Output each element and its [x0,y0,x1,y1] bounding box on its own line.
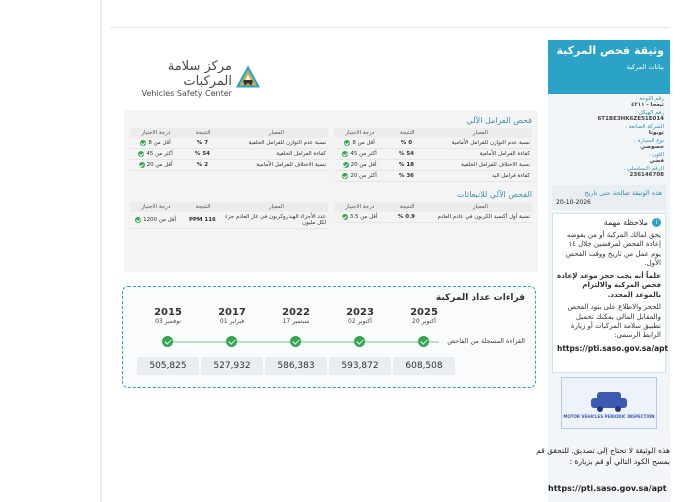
row-result: 0.9 % [397,214,416,220]
pass-check-icon [135,217,141,223]
emissions-section-title: الفحص الآلي للانبعاثات [457,190,532,199]
field-label: رقم اللوحة : [635,96,664,102]
field-serial [554,166,664,178]
row-standard: نسبة عدم التوازن للفرامل الأمامية [451,140,530,146]
table-header [334,128,532,138]
row-result: 0 % [400,140,413,146]
row-grade [130,162,181,168]
field-label: الرقم التسلسلي : [623,166,664,172]
header-grade: درجة الاجتياز [141,130,171,136]
check-icon [290,336,301,347]
validity-box [552,185,666,210]
odometer-entry [389,307,459,325]
grade-text: أقل من 8 [352,140,375,146]
row-grade [130,140,181,146]
pass-check-icon [344,140,350,146]
odometer-value: 505,825 [137,357,199,375]
row-standard: نسبة الاختلاف للفرامل الأمامية [256,162,326,168]
header-result: النتيجة [195,130,211,136]
verification-note: هذه الوثيقة لا تحتاج إلى تصديق. للتحقق قم بمسح الكود التالي أو قم بزيارة : [536,446,670,466]
table-row [334,160,532,171]
brake-table-primary [334,128,532,182]
grade-text: أقل من 8 [148,140,171,146]
row-result: 54 % [398,151,414,157]
row-standard: كفاءة فرامل اليد [491,173,530,179]
field-label: رقم الهيكل : [635,110,664,116]
odometer-title: قراءات عداد المركبة [435,293,525,303]
important-note [552,213,669,373]
row-grade [334,151,385,157]
grade-text: أقل من 1200 [143,217,177,223]
grade-text: أقل من 20 [350,162,377,168]
row-standard: كفاءة الفرامل الخلفية [276,151,326,157]
pass-check-icon [138,151,144,157]
header-standard: المعيار [268,130,284,136]
header-standard: المعيار [472,204,488,210]
emissions-table-secondary [130,202,328,229]
logo-english: Vehicles Safety Center [141,88,232,98]
row-standard: نسبة الاختلاف للفرامل الخلفية [461,162,530,168]
check-icon [226,336,237,347]
table-row [334,171,532,182]
field-type [554,138,664,150]
timeline-line [173,341,439,343]
field-value: فضي [649,158,664,164]
odometer-timeline [133,307,525,379]
table-header [130,128,328,138]
entry-year: 2022 [282,307,310,318]
field-vin [554,110,664,122]
brake-section-title: فحص الفرامل الآلي [466,116,532,125]
odometer-entry [197,307,267,325]
entry-year: 2015 [154,307,182,318]
vsc-logo [124,60,260,96]
row-grade [130,151,181,157]
logo-text [124,59,232,98]
entry-year: 2023 [346,307,374,318]
entry-date: 02 أكتوبر [348,318,372,325]
field-color [554,152,664,164]
field-label: الشركة الصانعة : [625,124,664,130]
note-paragraph: يحق لمالك المركبة أو من يفوضه إعادة الفحص لمرفضين خلال ١٤ يوم عمل من تاريخ ووقت الفحص الأول. [565,231,661,268]
table-row [334,138,532,149]
odometer-section [122,286,536,388]
row-standard: نسبة عدم التوازن للفرامل الخلفية [248,140,326,146]
header-result: النتيجة [399,130,415,136]
row-result: 18 % [398,162,414,168]
row-standard: نسبة أول أكسيد الكربون في عادم العادم [437,214,530,220]
table-row [130,160,328,171]
pass-check-icon [342,173,348,179]
header-grade: درجة الاجتياز [345,130,375,136]
emissions-tables [130,202,532,229]
page-edge [100,0,102,502]
check-icon [418,336,429,347]
entry-date: 17 سبتمبر [282,318,310,325]
validity-date: 20-10-2026 [556,199,591,206]
table-row [334,212,532,223]
pass-check-icon [343,162,349,168]
grade-text: أكثر من 45 [350,151,377,157]
header-standard: المعيار [268,204,284,210]
note-title [557,218,661,227]
odometer-entry [133,307,203,325]
row-standard: كفاءة الفرامل الأمامية [479,151,530,157]
table-row [334,149,532,160]
table-row [130,149,328,160]
sidebar-header [548,40,670,94]
field-value: 236146708 [629,172,664,178]
validity-text: هذه الوثيقة صالحة حتى تاريخ [584,189,662,197]
entry-date: 03 نوفمبر [155,318,181,325]
row-grade [334,140,385,146]
grade-text: أكثر من 20 [350,173,377,179]
row-result: 54 % [194,151,210,157]
top-strip [110,0,670,28]
field-value: 6T1BE3HK6ZE51E014 [597,116,664,122]
field-label: اللون : [648,152,664,158]
pass-check-icon [140,140,146,146]
row-result: 7 % [196,140,209,146]
note-paragraph: علماً أنه يجب حجز موعد لإعادة فحص المركبة والالتزام بالموعد المحدد. [557,271,661,299]
info-icon: i [652,218,661,227]
field-plate [554,96,664,108]
odometer-value: 593,872 [329,357,391,375]
field-label: نوع السيارة : [634,138,664,144]
logo-emblem-icon [236,65,260,91]
check-icon [354,336,365,347]
document-title: وثيقة فحص المركبة [556,44,664,57]
field-manufacturer [554,124,664,136]
note-paragraph: للحجز والاطلاع على بنود الفحص والمقابل المالي يمكنك تحميل تطبيق سلامة المركبات أو زيارة الرابط الرسمي: [567,303,661,340]
field-value: خصوصي [640,144,664,150]
pass-check-icon [342,214,348,220]
brake-table-secondary [130,128,328,182]
emissions-table-primary [334,202,532,229]
row-grade [130,217,181,223]
booking-link[interactable]: https://pti.saso.gov.sa/apt [557,343,669,353]
odometer-value: 586,383 [265,357,327,375]
table-header [130,202,328,212]
entry-date: 01 فبراير [219,318,245,325]
stamp-text: MOTOR VEHICLES PERIODIC INSPECTION [563,413,655,419]
logo-arabic: مركز سلامة المركبات [167,58,232,89]
odometer-value: 608,508 [393,357,455,375]
header-standard: المعيار [472,130,488,136]
brake-test-section [124,110,538,272]
entry-date: 20 أكتوبر [412,318,436,325]
table-row [130,212,328,229]
grade-text: أقل من 3.5 [349,214,378,220]
field-value: تويوتا [648,130,664,136]
header-result: النتيجة [195,204,211,210]
brake-tables [130,128,532,182]
field-value: تبعحا - ٤٢١١ [631,102,664,108]
grade-text: أقل من 20 [146,162,173,168]
table-row [130,138,328,149]
odometer-value: 527,932 [201,357,263,375]
table-header [334,202,532,212]
row-result: 2 % [196,162,209,168]
reading-label: القراءة المسجلة من الفاحص [447,337,525,345]
row-standard: عدد الأجزاء الهيدروكربون في غاز العادم جزء لكل مليون [225,214,326,226]
check-icon [162,336,173,347]
header-grade: درجة الاجتياز [345,204,375,210]
vehicle-data-heading: بيانات المركبة [626,63,664,71]
pass-check-icon [139,162,145,168]
row-result: 36 % [398,173,414,179]
grade-text: أكثر من 45 [146,151,173,157]
row-grade [334,173,385,179]
vehicle-sidebar [548,40,670,502]
header-result: النتيجة [399,204,415,210]
verification-link[interactable]: https://pti.saso.gov.sa/apt [548,484,667,493]
header-grade: درجة الاجتياز [141,204,171,210]
stamp-emblem-icon [589,388,629,412]
pass-check-icon [342,151,348,157]
entry-year: 2025 [410,307,438,318]
odometer-entry [325,307,395,325]
row-grade [334,214,385,220]
entry-year: 2017 [218,307,246,318]
row-grade [334,162,385,168]
note-title-text: ملاحظة مهمة [603,218,648,227]
odometer-entry [261,307,331,325]
row-result: PPM 116 [188,217,216,223]
vehicle-fields [548,94,670,182]
inspection-stamp [561,377,657,429]
